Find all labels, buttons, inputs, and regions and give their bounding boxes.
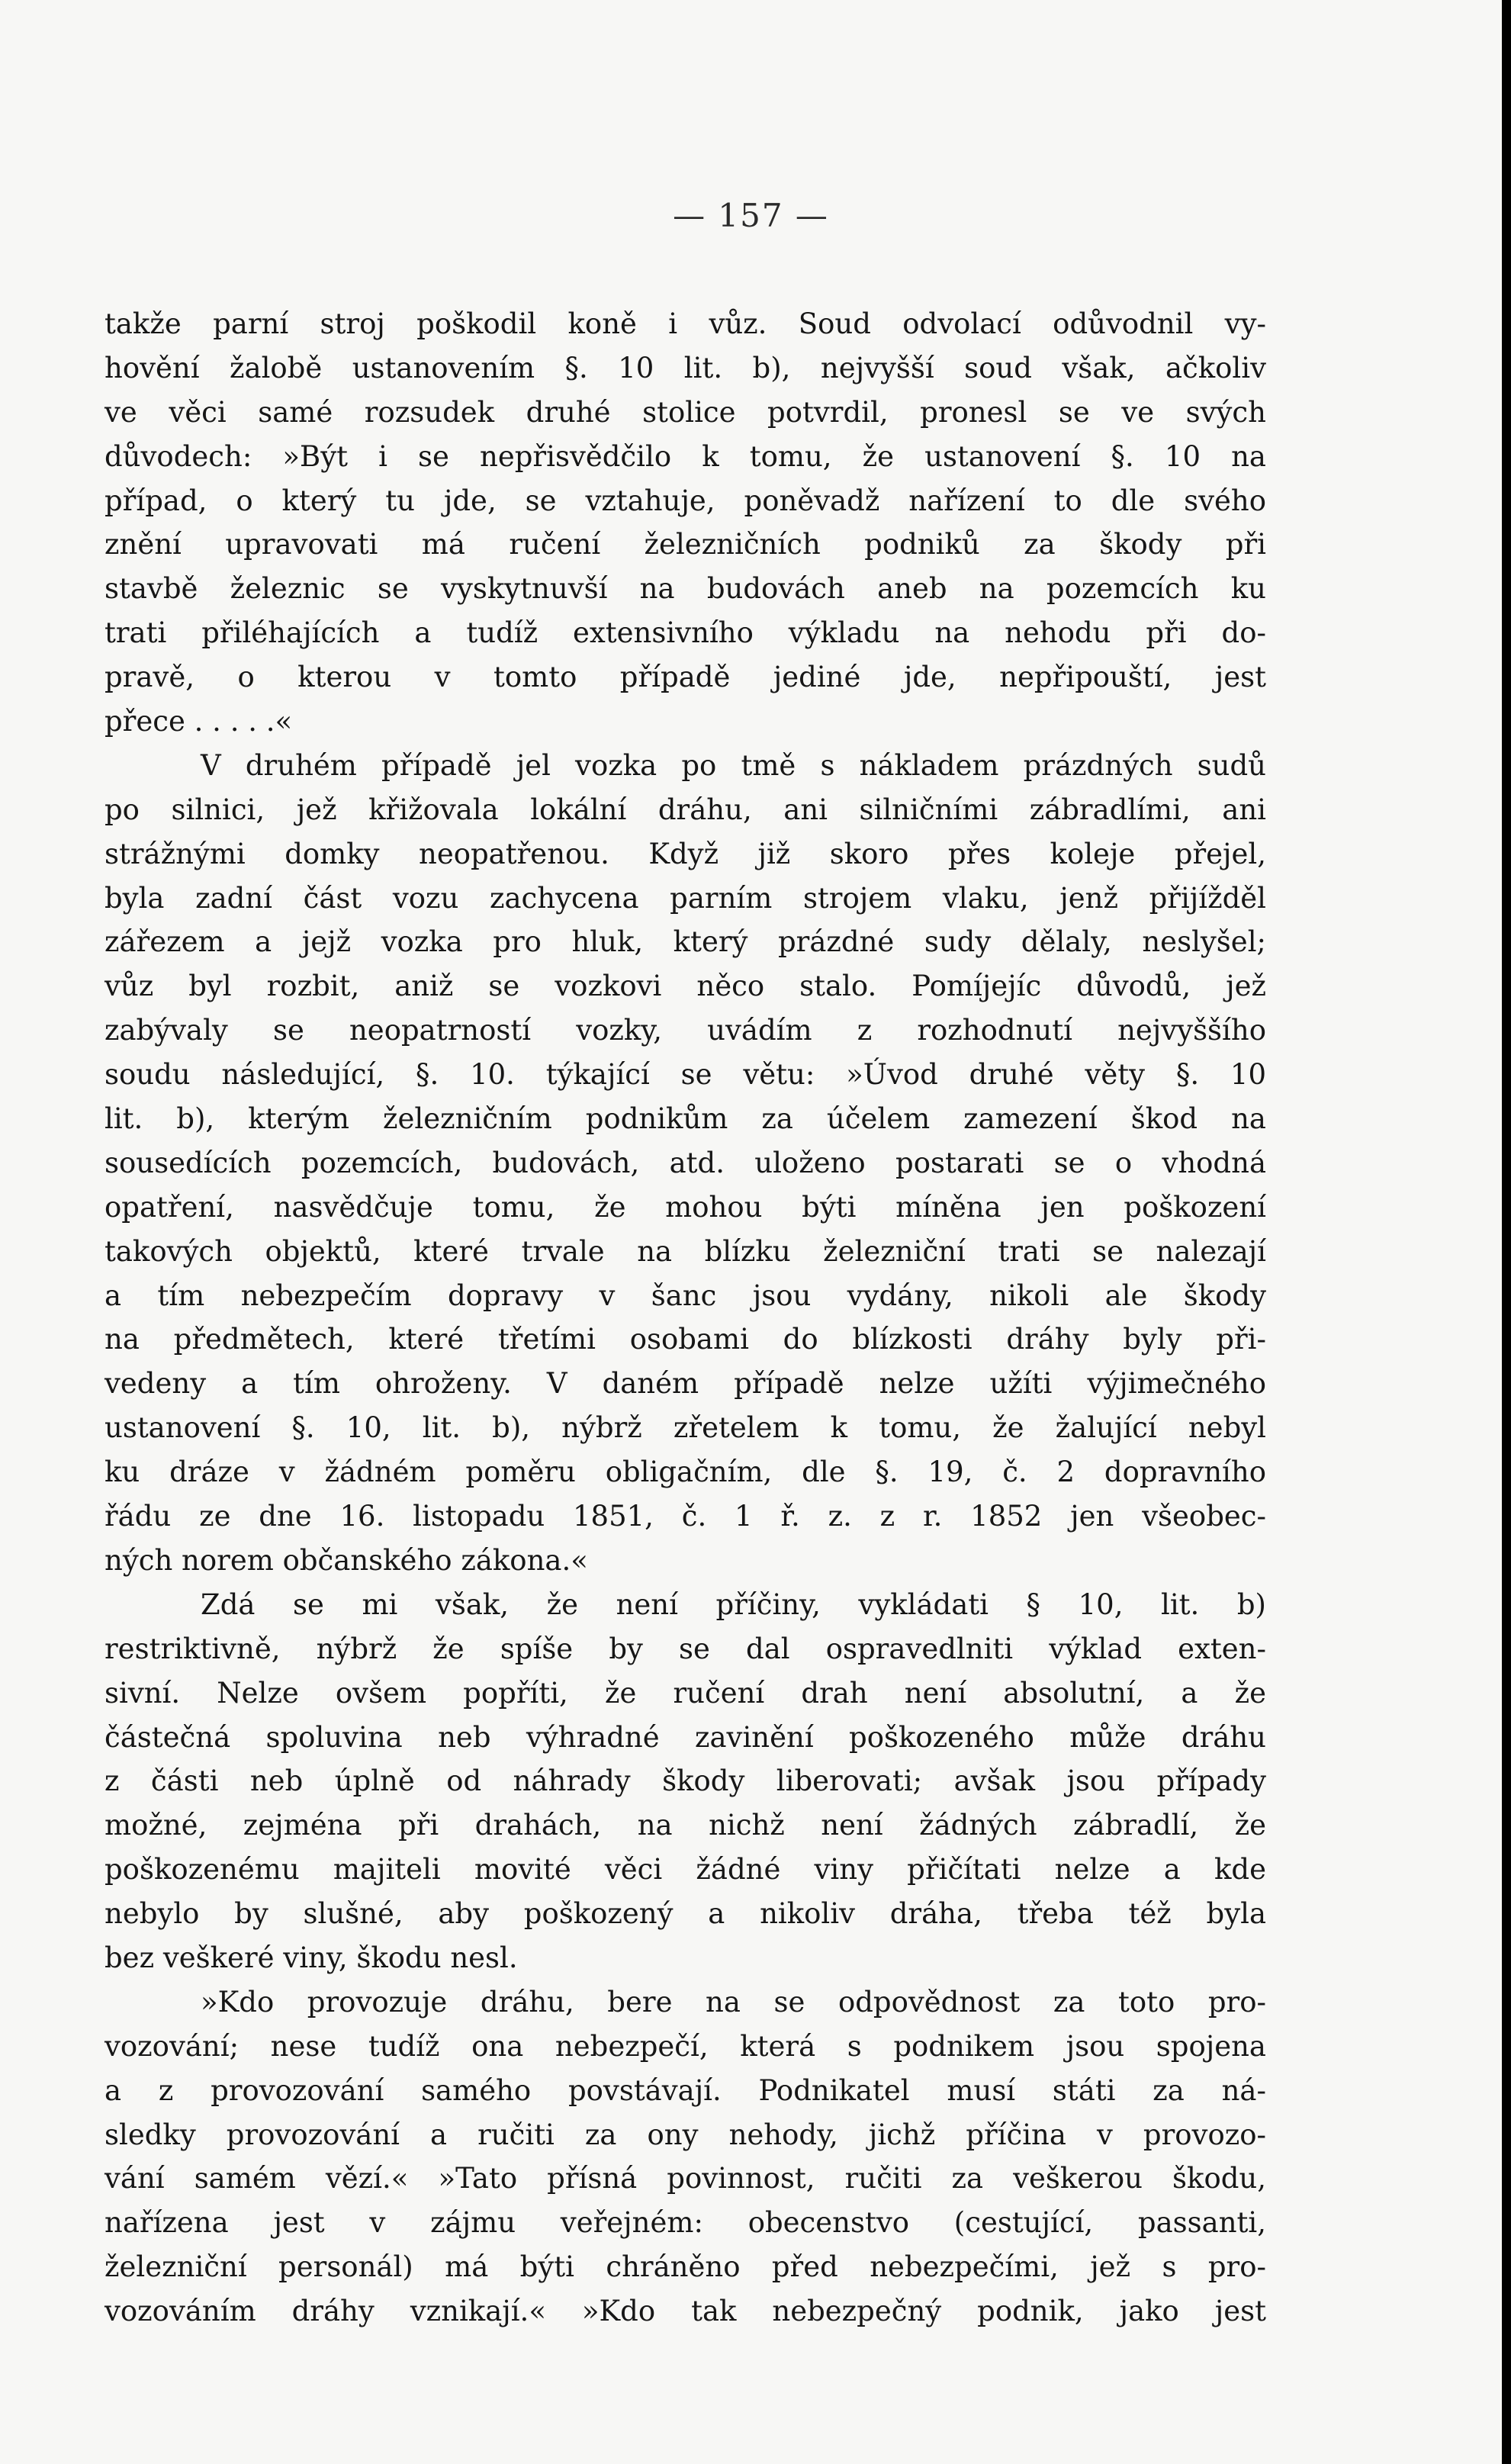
text-line: částečná spoluvina neb výhradné zavinění poškozeného může dráhu	[104, 1720, 1266, 1754]
text-line: vání samém vězí.« »Tato přísná povinnost, ručiti za veškerou škodu,	[104, 2162, 1266, 2195]
text-line: vozování; nese tudíž ona nebezpečí, která s podnikem jsou spojena	[104, 2029, 1266, 2063]
text-line: ustanovení §. 10, lit. b), nýbrž zřetelem k tomu, že žalující nebyl	[104, 1411, 1266, 1445]
text-line: zářezem a jejž vozka pro hluk, který prázdné sudy dělaly, neslyšel;	[104, 925, 1266, 959]
text-line: sivní. Nelze ovšem popříti, že ručení drah není absolutní, a že	[104, 1676, 1266, 1710]
text-line: opatření, nasvědčuje tomu, že mohou býti míněna jen poškození	[104, 1190, 1266, 1224]
text-line: vozováním dráhy vznikají.« »Kdo tak nebezpečný podnik, jako jest	[104, 2295, 1266, 2328]
text-line: takže parní stroj poškodil koně i vůz. Soud odvolací odůvodnil vy-	[104, 307, 1266, 340]
text-line: sousedících pozemcích, budovách, atd. uloženo postarati se o vhodná	[104, 1146, 1266, 1179]
text-line: vůz byl rozbit, aniž se vozkovi něco stalo. Pomíjejíc důvodů, jež	[104, 970, 1266, 1003]
text-line: na předmětech, které třetími osobami do blízkosti dráhy byly při-	[104, 1323, 1266, 1356]
text-line: »Kdo provozuje dráhu, bere na se odpovědnost za toto pro-	[201, 1985, 1266, 2018]
text-line: z části neb úplně od náhrady škody liberovati; avšak jsou případy	[104, 1764, 1266, 1798]
text-line: pravě, o kterou v tomto případě jediné jde, nepřipouští, jest	[104, 661, 1266, 694]
text-line: stavbě železnic se vyskytnuvší na budovách aneb na pozemcích ku	[104, 572, 1266, 606]
text-line: nebylo by slušné, aby poškozený a nikoliv dráha, třeba též byla	[104, 1897, 1266, 1931]
text-line: vedeny a tím ohroženy. V daném případě nelze užíti výjimečného	[104, 1367, 1266, 1401]
text-line: znění upravovati má ručení železničních podniků za škody při	[104, 528, 1266, 561]
text-line: takových objektů, které trvale na blízku železniční trati se nalezají	[104, 1234, 1266, 1268]
text-line: hovění žalobě ustanovením §. 10 lit. b), nejvyšší soud však, ačkoliv	[104, 351, 1266, 384]
text-line: ných norem občanského zákona.«	[104, 1543, 588, 1577]
text-line: byla zadní část vozu zachycena parním strojem vlaku, jenž přijížděl	[104, 881, 1266, 915]
text-line: a z provozování samého povstávají. Podnikatel musí státi za ná-	[104, 2073, 1266, 2107]
text-line: trati přiléhajících a tudíž extensivního výkladu na nehodu při do-	[104, 616, 1266, 650]
text-line: V druhém případě jel vozka po tmě s nákladem prázdných sudů	[201, 748, 1266, 782]
text-line: poškozenému majiteli movité věci žádné viny přičítati nelze a kde	[104, 1853, 1266, 1887]
text-line: bez veškeré viny, škodu nesl.	[104, 1941, 518, 1974]
text-line: přece . . . . .«	[104, 705, 293, 738]
text-line: sledky provozování a ručiti za ony nehody, jichž příčina v provozo-	[104, 2118, 1266, 2151]
page-number: — 157 —	[673, 197, 829, 234]
text-line: řádu ze dne 16. listopadu 1851, č. 1 ř. z. z r. 1852 jen všeobec-	[104, 1500, 1266, 1533]
text-line: železniční personál) má býti chráněno před nebezpečími, jež s pro-	[104, 2250, 1266, 2284]
text-line: restriktivně, nýbrž že spíše by se dal ospravedlniti výklad exten-	[104, 1632, 1266, 1665]
text-line: ve věci samé rozsudek druhé stolice potvrdil, pronesl se ve svých	[104, 395, 1266, 429]
body-text	[104, 302, 1266, 2334]
text-line: Zdá se mi však, že není příčiny, vykládati § 10, lit. b)	[201, 1587, 1266, 1621]
text-line: po silnici, jež křižovala lokální dráhu, ani silničními zábradlími, ani	[104, 793, 1266, 826]
text-line: strážnými domky neopatřenou. Když již skoro přes koleje přejel,	[104, 837, 1266, 870]
text-line: důvodech: »Být i se nepřisvědčilo k tomu, že ustanovení §. 10 na	[104, 439, 1266, 473]
text-line: zabývaly se neopatrností vozky, uvádím z rozhodnutí nejvyššího	[104, 1014, 1266, 1047]
text-line: nařízena jest v zájmu veřejném: obecenstvo (cestující, passanti,	[104, 2206, 1266, 2240]
text-line: a tím nebezpečím dopravy v šanc jsou vydány, nikoli ale škody	[104, 1279, 1266, 1312]
text-line: soudu následující, §. 10. týkající se větu: »Úvod druhé věty §. 10	[104, 1058, 1266, 1092]
text-line: možné, zejména při drahách, na nichž není žádných zábradlí, že	[104, 1809, 1266, 1842]
text-line: lit. b), kterým železničním podnikům za účelem zamezení škod na	[104, 1102, 1266, 1136]
text-line: případ, o který tu jde, se vztahuje, poněvadž nařízení to dle svého	[104, 484, 1266, 517]
text-line: ku dráze v žádném poměru obligačním, dle §. 19, č. 2 dopravního	[104, 1456, 1266, 1489]
